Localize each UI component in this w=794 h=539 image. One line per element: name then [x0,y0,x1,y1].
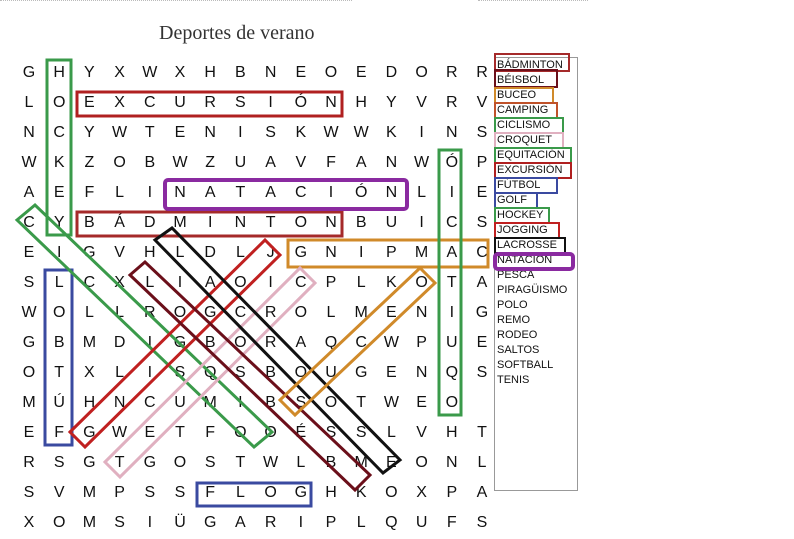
grid-cell[interactable]: X [23,514,35,531]
grid-cell[interactable]: M [414,244,429,261]
grid-cell[interactable]: B [53,334,65,351]
grid-cell[interactable]: E [23,244,35,261]
grid-cell[interactable]: J [266,244,275,261]
grid-cell[interactable]: W [414,154,430,171]
grid-cell[interactable]: I [56,244,62,261]
grid-cell[interactable]: N [325,214,337,231]
grid-cell[interactable]: G [294,484,308,501]
grid-cell[interactable]: A [204,274,216,291]
grid-cell[interactable]: W [383,394,399,411]
word-list-item: EQUITACIÓN [497,149,565,161]
grid-cell[interactable]: M [354,304,368,321]
grid-cell[interactable]: E [386,304,397,321]
grid-cell[interactable]: H [325,484,337,501]
grid-cell[interactable]: É [295,424,307,441]
grid-cell[interactable]: U [325,364,337,381]
grid-cell[interactable]: C [295,184,307,201]
grid-cell[interactable]: N [325,244,337,261]
grid-cell[interactable]: T [446,274,457,291]
grid-cell[interactable]: L [386,424,396,441]
grid-cell[interactable]: X [114,94,125,111]
grid-cell[interactable]: I [419,214,424,231]
grid-cell[interactable]: L [296,454,306,471]
grid-cell[interactable]: U [234,154,247,171]
grid-cell[interactable]: L [115,364,125,381]
grid-cell[interactable]: T [235,454,246,471]
grid-cell[interactable]: C [476,244,488,261]
grid-cell[interactable]: I [238,394,243,411]
grid-cell[interactable]: K [53,154,65,171]
grid-cell[interactable]: H [446,424,458,441]
grid-cell[interactable]: E [295,64,307,81]
grid-cell[interactable]: G [203,304,217,321]
grid-cell[interactable]: I [358,244,364,261]
grid-cell[interactable]: F [326,154,336,171]
grid-cell[interactable]: W [142,64,158,81]
grid-cell[interactable]: O [52,514,66,531]
grid-cell[interactable]: N [325,94,337,111]
grid-cell[interactable]: R [264,304,277,321]
grid-cell[interactable]: I [177,274,183,291]
grid-cell[interactable]: L [24,94,34,111]
grid-cell[interactable]: D [113,334,126,351]
grid-cell[interactable]: M [173,214,187,231]
grid-cell[interactable]: S [174,484,186,501]
grid-cell[interactable]: E [144,424,156,441]
grid-cell[interactable]: S [476,124,488,141]
grid-cell[interactable]: P [386,244,397,261]
grid-cell[interactable]: F [205,484,216,501]
grid-cell[interactable]: S [325,424,337,441]
grid-cell[interactable]: S [174,364,186,381]
grid-cell[interactable]: G [354,364,368,381]
grid-cell[interactable]: V [476,94,488,111]
grid-cell[interactable]: K [355,484,367,501]
grid-cell[interactable]: N [446,454,458,471]
grid-cell[interactable]: G [203,514,217,531]
grid-cell[interactable]: R [446,64,458,81]
grid-cell[interactable]: A [265,154,276,171]
grid-cell[interactable]: O [113,154,126,171]
grid-cell[interactable]: Á [114,214,125,231]
grid-cell[interactable]: O [415,454,428,471]
grid-cell[interactable]: E [386,454,397,471]
grid-cell[interactable]: A [476,484,488,501]
grid-cell[interactable]: S [23,484,35,501]
grid-cell[interactable]: A [355,154,367,171]
grid-cell[interactable]: C [53,124,65,141]
word-list-item: PESCA [497,269,535,281]
word-list-item: FÚTBOL [497,179,541,191]
grid-cell[interactable]: C [83,274,96,291]
grid-cell[interactable]: A [295,334,307,351]
grid-cell[interactable]: E [23,424,35,441]
grid-cell[interactable]: O [294,364,308,381]
grid-cell[interactable]: T [235,184,246,201]
grid-cell[interactable]: B [355,214,367,231]
grid-cell[interactable]: I [147,514,153,531]
grid-cell[interactable]: R [23,454,35,471]
grid-cell[interactable]: H [204,64,216,81]
grid-cell[interactable]: I [147,184,153,201]
grid-cell[interactable]: T [114,454,125,471]
grid-cell[interactable]: O [173,454,187,471]
grid-cell[interactable]: H [144,244,156,261]
grid-cell[interactable]: C [355,334,367,351]
grid-cell[interactable]: I [268,274,273,291]
grid-cell[interactable]: C [295,274,307,291]
grid-cell[interactable]: I [449,304,455,321]
grid-cell[interactable]: O [22,364,36,381]
grid-cell[interactable]: E [476,184,488,201]
word-list-item: BUCEO [497,89,537,101]
word-list-item: REMO [497,314,530,326]
grid-cell[interactable]: W [21,154,37,171]
word-list-item: POLO [497,299,528,311]
grid-cell[interactable]: L [115,184,125,201]
grid-cell[interactable]: L [115,304,125,321]
grid-cell[interactable]: S [265,124,276,141]
grid-cell[interactable]: V [416,94,427,111]
grid-cell[interactable]: W [21,304,37,321]
grid-cell[interactable]: O [294,304,308,321]
grid-cell[interactable]: U [446,334,458,351]
grid-cell[interactable]: G [143,454,157,471]
word-list-item: JOGGING [497,224,548,236]
grid-cell[interactable]: O [415,274,428,291]
grid-cell[interactable]: Ó [354,184,368,201]
grid-cell[interactable]: N [446,124,458,141]
grid-cell[interactable]: F [54,424,65,441]
grid-cell[interactable]: S [114,514,125,531]
grid-cell[interactable]: R [204,94,216,111]
grid-cell[interactable]: N [385,184,398,201]
grid-cell[interactable]: G [475,304,489,321]
grid-cell[interactable]: D [385,64,398,81]
grid-cell[interactable]: L [54,274,64,291]
grid-cell[interactable]: Y [386,94,397,111]
grid-cell[interactable]: Z [205,154,216,171]
grid-cell[interactable]: I [238,124,243,141]
grid-cell[interactable]: B [204,334,216,351]
grid-cell[interactable]: L [417,184,427,201]
grid-cell[interactable]: O [324,394,338,411]
grid-cell[interactable]: O [385,484,398,501]
grid-cell[interactable]: Q [203,364,217,381]
grid-cell[interactable]: O [324,64,338,81]
grid-cell[interactable]: E [174,124,186,141]
grid-cell[interactable]: M [354,454,368,471]
grid-cell[interactable]: V [416,424,427,441]
top-dotted-line-left [0,0,352,2]
grid-cell[interactable]: B [265,394,276,411]
grid-cell[interactable]: X [174,64,186,81]
grid-cell[interactable]: L [326,304,336,321]
grid-cell[interactable]: S [53,454,65,471]
grid-cell[interactable]: B [84,214,95,231]
grid-cell[interactable]: W [323,124,339,141]
grid-cell[interactable]: U [174,94,186,111]
grid-cell[interactable]: X [114,274,125,291]
grid-cell[interactable]: Z [84,154,95,171]
grid-cell[interactable]: N [385,154,398,171]
grid-cell[interactable]: T [54,364,65,381]
grid-cell[interactable]: N [113,394,126,411]
grid-cell[interactable]: V [295,154,307,171]
grid-cell[interactable]: N [174,184,186,201]
grid-cell[interactable] [467,388,497,418]
grid-cell[interactable]: G [22,64,36,81]
word-list-item: CAMPING [497,104,549,116]
grid-cell[interactable]: E [53,184,65,201]
grid-cell[interactable]: Ú [53,394,65,411]
grid-cell[interactable]: I [268,94,273,111]
grid-cell[interactable]: P [325,274,337,291]
grid-cell[interactable]: T [477,424,487,441]
grid-cell[interactable]: O [173,304,187,321]
grid-cell[interactable]: E [355,64,367,81]
word-list-item: EXCURSIÓN [497,164,563,176]
grid-cell[interactable]: P [114,484,125,501]
grid-cell[interactable]: A [235,514,246,531]
grid-cell[interactable]: A [476,274,488,291]
grid-cell[interactable]: A [265,184,276,201]
word-list-item: SOFTBALL [497,359,554,371]
grid-cell[interactable]: S [23,274,35,291]
word-list-item: PIRAGÜISMO [497,284,568,296]
grid-cell[interactable]: T [356,394,367,411]
grid-cell[interactable]: M [203,394,217,411]
grid-cell[interactable]: K [386,124,397,141]
grid-cell[interactable]: Y [84,64,95,81]
grid-cell[interactable]: I [147,364,153,381]
grid-cell[interactable]: S [476,514,488,531]
top-dotted-line-right [478,0,588,2]
grid-cell[interactable]: P [476,154,488,171]
grid-cell[interactable]: C [23,214,35,231]
grid-cell[interactable]: N [204,124,216,141]
grid-cell[interactable]: G [294,244,308,261]
grid-cell[interactable]: A [204,184,216,201]
grid-cell[interactable]: B [265,364,276,381]
grid-cell[interactable]: D [144,214,156,231]
grid-cell[interactable]: B [325,454,337,471]
grid-cell[interactable]: W [263,454,279,471]
grid-cell[interactable]: O [264,484,277,501]
grid-cell[interactable]: L [356,274,366,291]
grid-cell[interactable]: S [476,214,488,231]
grid-cell[interactable]: E [476,334,488,351]
grid-cell[interactable]: M [82,514,97,531]
grid-cell[interactable]: Ó [445,154,459,171]
grid-cell[interactable]: G [83,244,96,261]
grid-cell[interactable]: S [144,484,156,501]
grid-cell[interactable]: N [264,64,277,81]
grid-cell[interactable]: M [22,394,36,411]
grid-cell[interactable]: Q [385,514,398,531]
grid-cell[interactable]: T [175,424,185,441]
word-list-item: HOCKEY [497,209,544,221]
grid-cell[interactable]: C [144,394,156,411]
word-list-item: NATACIÓN [497,254,553,266]
grid-cell[interactable]: U [174,394,186,411]
grid-cell[interactable]: B [144,154,156,171]
word-list-item: TENIS [497,374,530,386]
word-list-item: CROQUET [497,134,552,146]
grid-cell[interactable]: D [204,244,216,261]
grid-cell[interactable]: N [234,214,247,231]
grid-cell[interactable]: M [82,334,97,351]
grid-cell[interactable]: P [416,334,427,351]
grid-cell[interactable]: N [415,304,428,321]
grid-cell[interactable]: W [353,124,369,141]
grid-cell[interactable]: Ü [174,514,186,531]
grid-cell[interactable]: I [449,184,455,201]
grid-cell[interactable]: N [23,124,35,141]
grid-cell[interactable]: B [235,64,246,81]
grid-cell[interactable]: F [84,184,95,201]
grid-cell[interactable]: H [355,94,367,111]
word-list-item: SALTOS [497,344,540,356]
word-list-item: BÁDMINTON [497,59,563,71]
grid-cell[interactable]: O [234,424,247,441]
grid-cell[interactable]: W [172,154,188,171]
grid-cell[interactable]: H [83,394,96,411]
grid-cell[interactable]: N [415,364,428,381]
grid-cell[interactable]: O [52,94,66,111]
grid-cell[interactable]: E [84,94,95,111]
grid-cell[interactable]: C [234,304,247,321]
grid-cell[interactable]: O [234,334,247,351]
grid-cell[interactable]: R [264,514,277,531]
grid-cell[interactable]: X [416,484,427,501]
grid-cell[interactable]: P [325,514,337,531]
grid-cell[interactable]: L [235,484,245,501]
word-list-item: GOLF [497,194,527,206]
grid-cell[interactable]: I [419,124,424,141]
grid-cell[interactable]: R [144,304,156,321]
grid-cell[interactable]: I [147,334,153,351]
grid-cell[interactable]: L [356,514,366,531]
grid-cell[interactable]: T [265,214,276,231]
grid-cell[interactable]: L [175,244,185,261]
grid-cell[interactable]: O [445,394,459,411]
grid-cell[interactable]: O [415,64,428,81]
grid-cell[interactable]: G [83,424,96,441]
grid-cell[interactable]: W [112,424,128,441]
grid-cell[interactable]: Y [53,214,65,231]
grid-cell[interactable]: Q [324,334,338,351]
word-list-item: BÉISBOL [497,74,545,86]
grid-cell[interactable]: S [355,424,367,441]
grid-cell[interactable]: A [23,184,35,201]
grid-cell[interactable]: A [446,244,458,261]
grid-cell[interactable]: V [53,484,65,501]
grid-cell[interactable]: O [52,304,66,321]
puzzle-title: Deportes de verano [159,22,315,44]
grid-cell[interactable]: E [416,394,427,411]
grid-cell[interactable]: F [205,424,216,441]
grid-cell[interactable]: K [386,274,397,291]
grid-cell[interactable]: G [83,454,96,471]
grid-cell[interactable]: G [22,334,36,351]
grid-cell[interactable]: V [114,244,125,261]
grid-cell[interactable]: S [204,454,216,471]
grid-cell[interactable]: K [295,124,307,141]
grid-cell[interactable]: L [145,274,155,291]
grid-cell[interactable]: X [84,364,95,381]
grid-cell[interactable]: S [235,94,246,111]
grid-cell[interactable]: Ó [294,94,308,111]
grid-cell[interactable]: W [112,124,128,141]
grid-cell[interactable]: L [235,244,245,261]
grid-cell[interactable]: R [446,94,458,111]
grid-cell[interactable]: L [477,454,487,471]
grid-cell[interactable]: C [144,94,156,111]
word-list-item: CICLISMO [497,119,551,131]
grid-cell[interactable]: G [173,334,187,351]
grid-cell[interactable]: F [446,514,457,531]
grid-cell[interactable]: C [446,214,458,231]
grid-cell[interactable]: U [385,214,398,231]
word-list-item: LACROSSE [497,239,557,251]
grid-cell[interactable]: S [295,394,307,411]
grid-cell[interactable]: I [298,514,304,531]
grid-cell[interactable]: W [383,334,399,351]
word-list-item: RODEO [497,329,538,341]
grid-cell[interactable]: Y [84,124,95,141]
grid-cell[interactable]: M [82,484,97,501]
grid-cell[interactable]: L [84,304,94,321]
grid-cell[interactable]: H [53,64,65,81]
grid-cell[interactable]: R [476,64,488,81]
grid-cell[interactable]: R [264,334,277,351]
grid-cell[interactable]: S [235,364,246,381]
grid-cell[interactable]: O [234,274,247,291]
grid-cell[interactable]: T [144,124,155,141]
grid-cell[interactable]: P [446,484,458,501]
grid-cell[interactable]: U [415,514,428,531]
grid-cell[interactable]: Q [445,364,459,381]
grid-cell[interactable]: X [114,64,125,81]
grid-cell[interactable]: E [386,364,397,381]
grid-cell[interactable]: O [294,214,308,231]
grid-cell[interactable]: O [264,424,277,441]
grid-cell[interactable]: S [476,364,488,381]
grid-cell[interactable]: I [328,184,334,201]
grid-cell[interactable]: I [207,214,213,231]
